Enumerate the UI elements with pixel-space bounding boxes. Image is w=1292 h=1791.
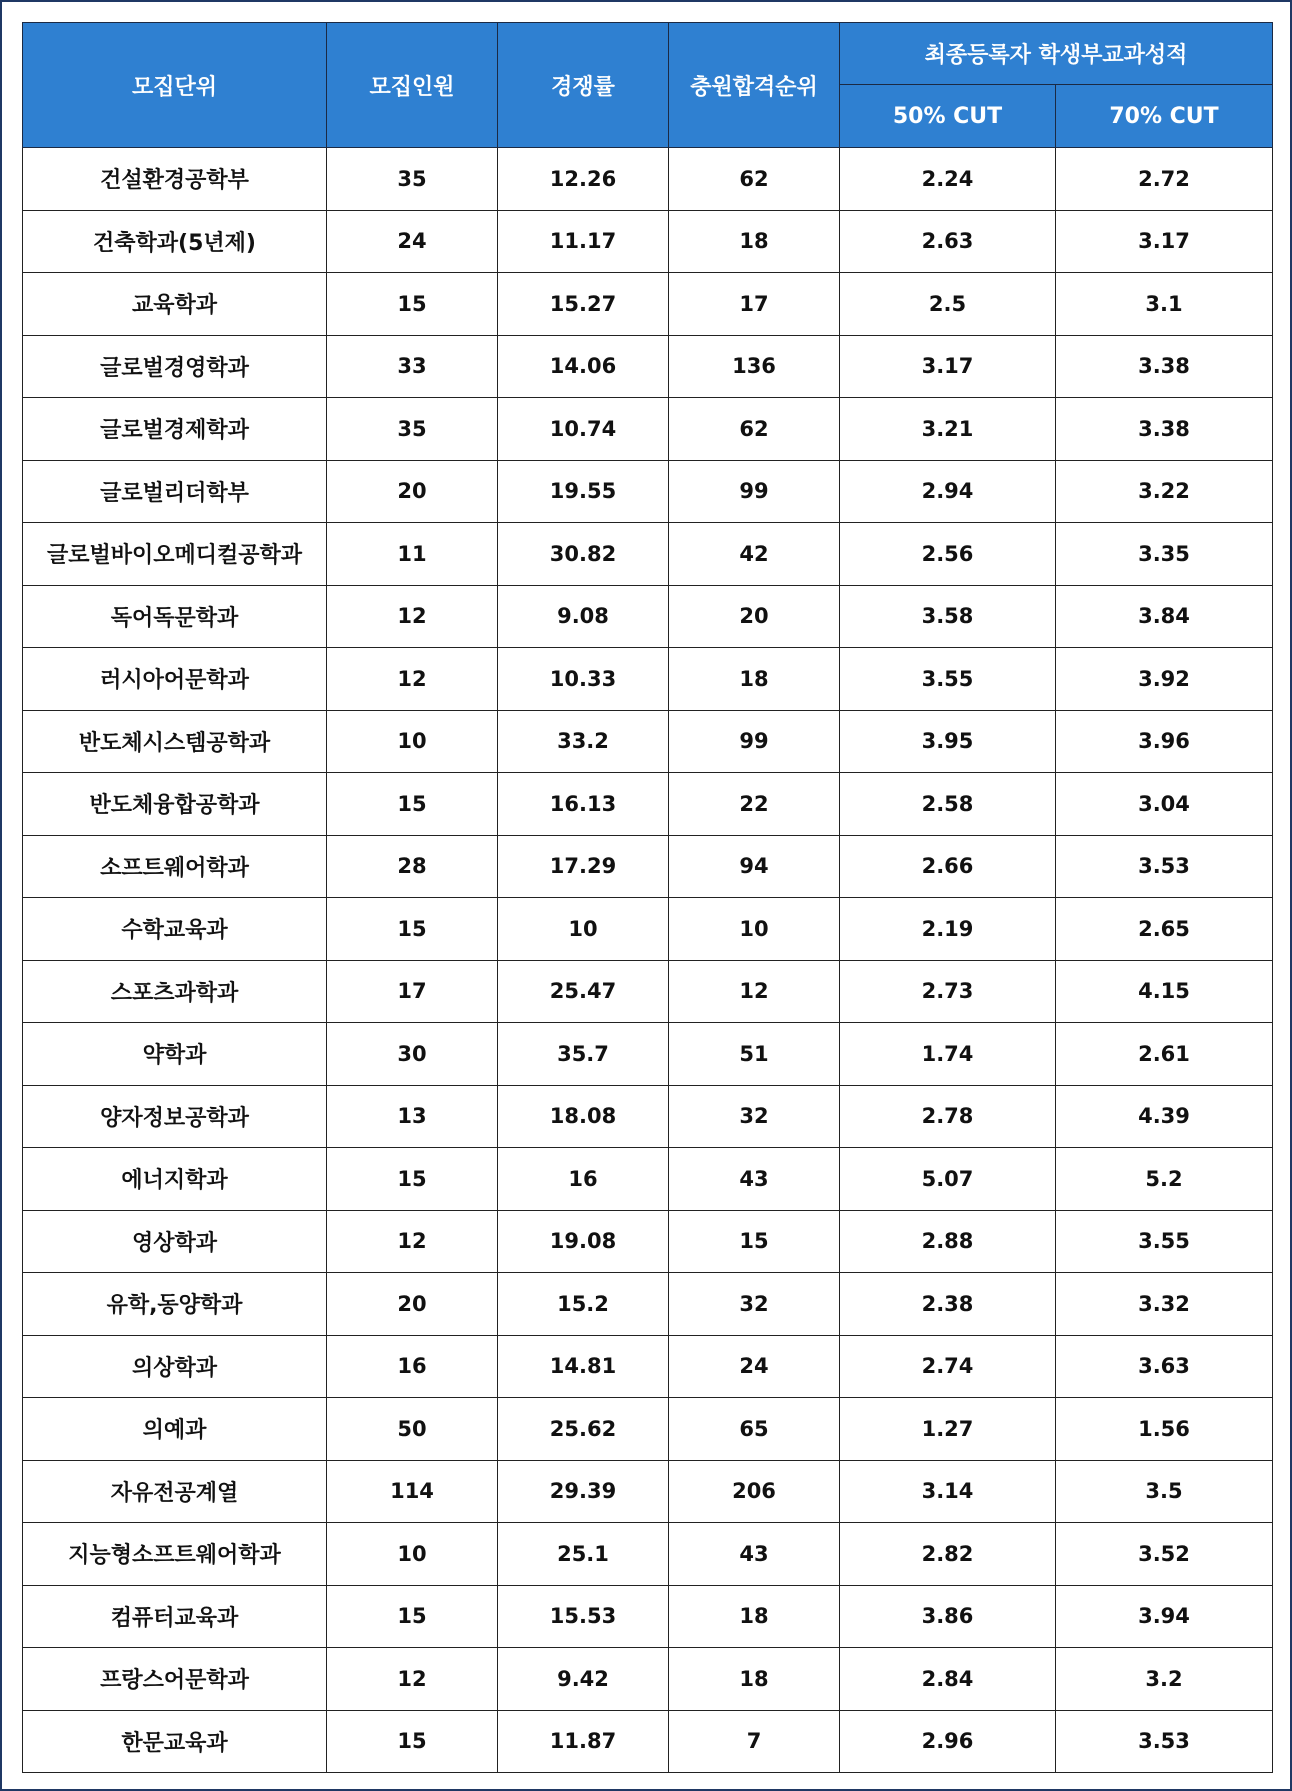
cell-unit: 한문교육과 (23, 1710, 327, 1773)
cell-competition: 25.1 (498, 1523, 669, 1586)
cell-cut70: 5.2 (1056, 1148, 1273, 1211)
cell-waitlist-rank: 51 (669, 1023, 840, 1086)
cell-unit: 러시아어문학과 (23, 648, 327, 711)
cell-cut50: 3.86 (840, 1585, 1056, 1648)
table-row (23, 1148, 1273, 1211)
cell-unit: 컴퓨터교육과 (23, 1585, 327, 1648)
cell-cut50: 3.21 (840, 398, 1056, 461)
cell-waitlist-rank: 18 (669, 1648, 840, 1711)
cell-cut50: 2.19 (840, 898, 1056, 961)
cell-waitlist-rank: 62 (669, 398, 840, 461)
table-row (23, 960, 1273, 1023)
cell-cut50: 2.63 (840, 210, 1056, 273)
table-row (23, 1023, 1273, 1086)
cell-cut70: 4.39 (1056, 1085, 1273, 1148)
cell-quota: 28 (327, 835, 498, 898)
cell-unit: 교육학과 (23, 273, 327, 336)
cell-waitlist-rank: 20 (669, 585, 840, 648)
cell-quota: 20 (327, 460, 498, 523)
cell-cut50: 2.94 (840, 460, 1056, 523)
cell-waitlist-rank: 7 (669, 1710, 840, 1773)
cell-cut70: 3.04 (1056, 773, 1273, 836)
table-row (23, 210, 1273, 273)
header-quota: 모집인원 (327, 23, 498, 148)
cell-cut70: 3.35 (1056, 523, 1273, 586)
cell-unit: 스포츠과학과 (23, 960, 327, 1023)
cell-cut70: 3.1 (1056, 273, 1273, 336)
cell-cut50: 2.73 (840, 960, 1056, 1023)
cell-cut70: 3.96 (1056, 710, 1273, 773)
cell-cut70: 3.55 (1056, 1210, 1273, 1273)
cell-unit: 글로벌바이오메디컬공학과 (23, 523, 327, 586)
cell-unit: 지능형소프트웨어학과 (23, 1523, 327, 1586)
cell-cut70: 3.32 (1056, 1273, 1273, 1336)
cell-waitlist-rank: 43 (669, 1523, 840, 1586)
cell-cut50: 3.14 (840, 1460, 1056, 1523)
table-row (23, 898, 1273, 961)
cell-unit: 유학,동양학과 (23, 1273, 327, 1336)
cell-waitlist-rank: 62 (669, 148, 840, 211)
table-row (23, 398, 1273, 461)
cell-cut50: 2.74 (840, 1335, 1056, 1398)
cell-quota: 30 (327, 1023, 498, 1086)
cell-cut50: 2.5 (840, 273, 1056, 336)
cell-competition: 10 (498, 898, 669, 961)
cell-quota: 15 (327, 1710, 498, 1773)
cell-unit: 프랑스어문학과 (23, 1648, 327, 1711)
cell-quota: 10 (327, 1523, 498, 1586)
cell-quota: 15 (327, 1585, 498, 1648)
header-unit: 모집단위 (23, 23, 327, 148)
cell-cut70: 3.22 (1056, 460, 1273, 523)
cell-waitlist-rank: 65 (669, 1398, 840, 1461)
cell-unit: 반도체시스템공학과 (23, 710, 327, 773)
cell-cut50: 2.84 (840, 1648, 1056, 1711)
cell-unit: 에너지학과 (23, 1148, 327, 1211)
header-cut50: 50% CUT (840, 85, 1056, 148)
cell-cut50: 1.74 (840, 1023, 1056, 1086)
header-cut70: 70% CUT (1056, 85, 1273, 148)
cell-unit: 반도체융합공학과 (23, 773, 327, 836)
cell-competition: 29.39 (498, 1460, 669, 1523)
cell-competition: 25.47 (498, 960, 669, 1023)
cell-unit: 글로벌리더학부 (23, 460, 327, 523)
header-row (23, 23, 1273, 85)
cell-cut70: 3.38 (1056, 398, 1273, 461)
cell-competition: 14.81 (498, 1335, 669, 1398)
table-body (23, 148, 1273, 1773)
cell-waitlist-rank: 18 (669, 1585, 840, 1648)
cell-competition: 11.87 (498, 1710, 669, 1773)
table-row (23, 1398, 1273, 1461)
cell-cut70: 2.72 (1056, 148, 1273, 211)
cell-quota: 12 (327, 1210, 498, 1273)
cell-competition: 16 (498, 1148, 669, 1211)
cell-quota: 11 (327, 523, 498, 586)
cell-cut50: 2.38 (840, 1273, 1056, 1336)
header-waitlist-rank: 충원합격순위 (669, 23, 840, 148)
cell-competition: 15.27 (498, 273, 669, 336)
cell-cut70: 4.15 (1056, 960, 1273, 1023)
cell-competition: 10.33 (498, 648, 669, 711)
table-row (23, 585, 1273, 648)
table-row (23, 710, 1273, 773)
table-row (23, 273, 1273, 336)
cell-cut50: 1.27 (840, 1398, 1056, 1461)
cell-competition: 18.08 (498, 1085, 669, 1148)
cell-cut50: 3.95 (840, 710, 1056, 773)
cell-cut50: 2.24 (840, 148, 1056, 211)
table-row (23, 1710, 1273, 1773)
cell-unit: 약학과 (23, 1023, 327, 1086)
table-row (23, 773, 1273, 836)
cell-cut70: 3.53 (1056, 835, 1273, 898)
cell-unit: 건축학과(5년제) (23, 210, 327, 273)
cell-waitlist-rank: 94 (669, 835, 840, 898)
cell-cut50: 2.96 (840, 1710, 1056, 1773)
cell-competition: 15.2 (498, 1273, 669, 1336)
cell-competition: 25.62 (498, 1398, 669, 1461)
table-row (23, 1210, 1273, 1273)
cell-cut50: 2.56 (840, 523, 1056, 586)
cell-cut50: 2.58 (840, 773, 1056, 836)
cell-cut50: 2.66 (840, 835, 1056, 898)
cell-waitlist-rank: 24 (669, 1335, 840, 1398)
cell-cut70: 3.38 (1056, 335, 1273, 398)
cell-cut50: 2.78 (840, 1085, 1056, 1148)
cell-cut70: 2.61 (1056, 1023, 1273, 1086)
cell-waitlist-rank: 99 (669, 710, 840, 773)
cell-cut50: 2.82 (840, 1523, 1056, 1586)
cell-quota: 114 (327, 1460, 498, 1523)
cell-waitlist-rank: 22 (669, 773, 840, 836)
cell-quota: 20 (327, 1273, 498, 1336)
table-row (23, 1523, 1273, 1586)
cell-competition: 19.55 (498, 460, 669, 523)
cell-unit: 건설환경공학부 (23, 148, 327, 211)
cell-competition: 30.82 (498, 523, 669, 586)
cell-unit: 양자정보공학과 (23, 1085, 327, 1148)
cell-unit: 의예과 (23, 1398, 327, 1461)
cell-quota: 35 (327, 148, 498, 211)
cell-cut50: 3.55 (840, 648, 1056, 711)
cell-waitlist-rank: 99 (669, 460, 840, 523)
table-row (23, 1273, 1273, 1336)
cell-waitlist-rank: 206 (669, 1460, 840, 1523)
cell-competition: 12.26 (498, 148, 669, 211)
cell-unit: 자유전공계열 (23, 1460, 327, 1523)
cell-competition: 15.53 (498, 1585, 669, 1648)
cell-cut70: 3.63 (1056, 1335, 1273, 1398)
cell-waitlist-rank: 15 (669, 1210, 840, 1273)
cell-quota: 16 (327, 1335, 498, 1398)
cell-competition: 17.29 (498, 835, 669, 898)
cell-quota: 12 (327, 648, 498, 711)
cell-unit: 영상학과 (23, 1210, 327, 1273)
cell-waitlist-rank: 43 (669, 1148, 840, 1211)
cell-cut70: 1.56 (1056, 1398, 1273, 1461)
cell-quota: 17 (327, 960, 498, 1023)
table-row (23, 1648, 1273, 1711)
cell-waitlist-rank: 42 (669, 523, 840, 586)
cell-competition: 14.06 (498, 335, 669, 398)
cell-quota: 15 (327, 898, 498, 961)
cell-quota: 12 (327, 585, 498, 648)
cell-quota: 13 (327, 1085, 498, 1148)
cell-competition: 9.08 (498, 585, 669, 648)
cell-waitlist-rank: 32 (669, 1273, 840, 1336)
cell-competition: 33.2 (498, 710, 669, 773)
table-row (23, 523, 1273, 586)
cell-competition: 16.13 (498, 773, 669, 836)
cell-waitlist-rank: 10 (669, 898, 840, 961)
cell-competition: 19.08 (498, 1210, 669, 1273)
cell-cut70: 2.65 (1056, 898, 1273, 961)
cell-unit: 소프트웨어학과 (23, 835, 327, 898)
table-row (23, 835, 1273, 898)
cell-quota: 15 (327, 273, 498, 336)
cell-quota: 35 (327, 398, 498, 461)
cell-cut70: 3.5 (1056, 1460, 1273, 1523)
cell-unit: 글로벌경제학과 (23, 398, 327, 461)
cell-quota: 10 (327, 710, 498, 773)
cell-cut70: 3.92 (1056, 648, 1273, 711)
cell-quota: 24 (327, 210, 498, 273)
cell-waitlist-rank: 18 (669, 210, 840, 273)
cell-quota: 12 (327, 1648, 498, 1711)
table-row (23, 1335, 1273, 1398)
cell-unit: 독어독문학과 (23, 585, 327, 648)
cell-competition: 9.42 (498, 1648, 669, 1711)
cell-competition: 11.17 (498, 210, 669, 273)
table-row (23, 648, 1273, 711)
cell-quota: 15 (327, 773, 498, 836)
cell-cut70: 3.53 (1056, 1710, 1273, 1773)
header-grade-group: 최종등록자 학생부교과성적 (840, 23, 1273, 85)
cell-cut50: 5.07 (840, 1148, 1056, 1211)
admissions-table (22, 22, 1273, 1773)
cell-waitlist-rank: 18 (669, 648, 840, 711)
cell-cut70: 3.17 (1056, 210, 1273, 273)
cell-cut70: 3.84 (1056, 585, 1273, 648)
cell-cut70: 3.94 (1056, 1585, 1273, 1648)
cell-unit: 글로벌경영학과 (23, 335, 327, 398)
table-row (23, 460, 1273, 523)
cell-waitlist-rank: 136 (669, 335, 840, 398)
cell-competition: 35.7 (498, 1023, 669, 1086)
cell-cut50: 2.88 (840, 1210, 1056, 1273)
cell-unit: 수학교육과 (23, 898, 327, 961)
table-row (23, 1460, 1273, 1523)
cell-quota: 50 (327, 1398, 498, 1461)
table-header (23, 23, 1273, 148)
table-row (23, 148, 1273, 211)
cell-competition: 10.74 (498, 398, 669, 461)
cell-waitlist-rank: 12 (669, 960, 840, 1023)
cell-unit: 의상학과 (23, 1335, 327, 1398)
table-row (23, 1585, 1273, 1648)
cell-quota: 15 (327, 1148, 498, 1211)
cell-waitlist-rank: 17 (669, 273, 840, 336)
cell-cut70: 3.2 (1056, 1648, 1273, 1711)
table-row (23, 335, 1273, 398)
table-row (23, 1085, 1273, 1148)
cell-cut50: 3.58 (840, 585, 1056, 648)
cell-cut50: 3.17 (840, 335, 1056, 398)
cell-cut70: 3.52 (1056, 1523, 1273, 1586)
header-competition: 경쟁률 (498, 23, 669, 148)
cell-waitlist-rank: 32 (669, 1085, 840, 1148)
cell-quota: 33 (327, 335, 498, 398)
